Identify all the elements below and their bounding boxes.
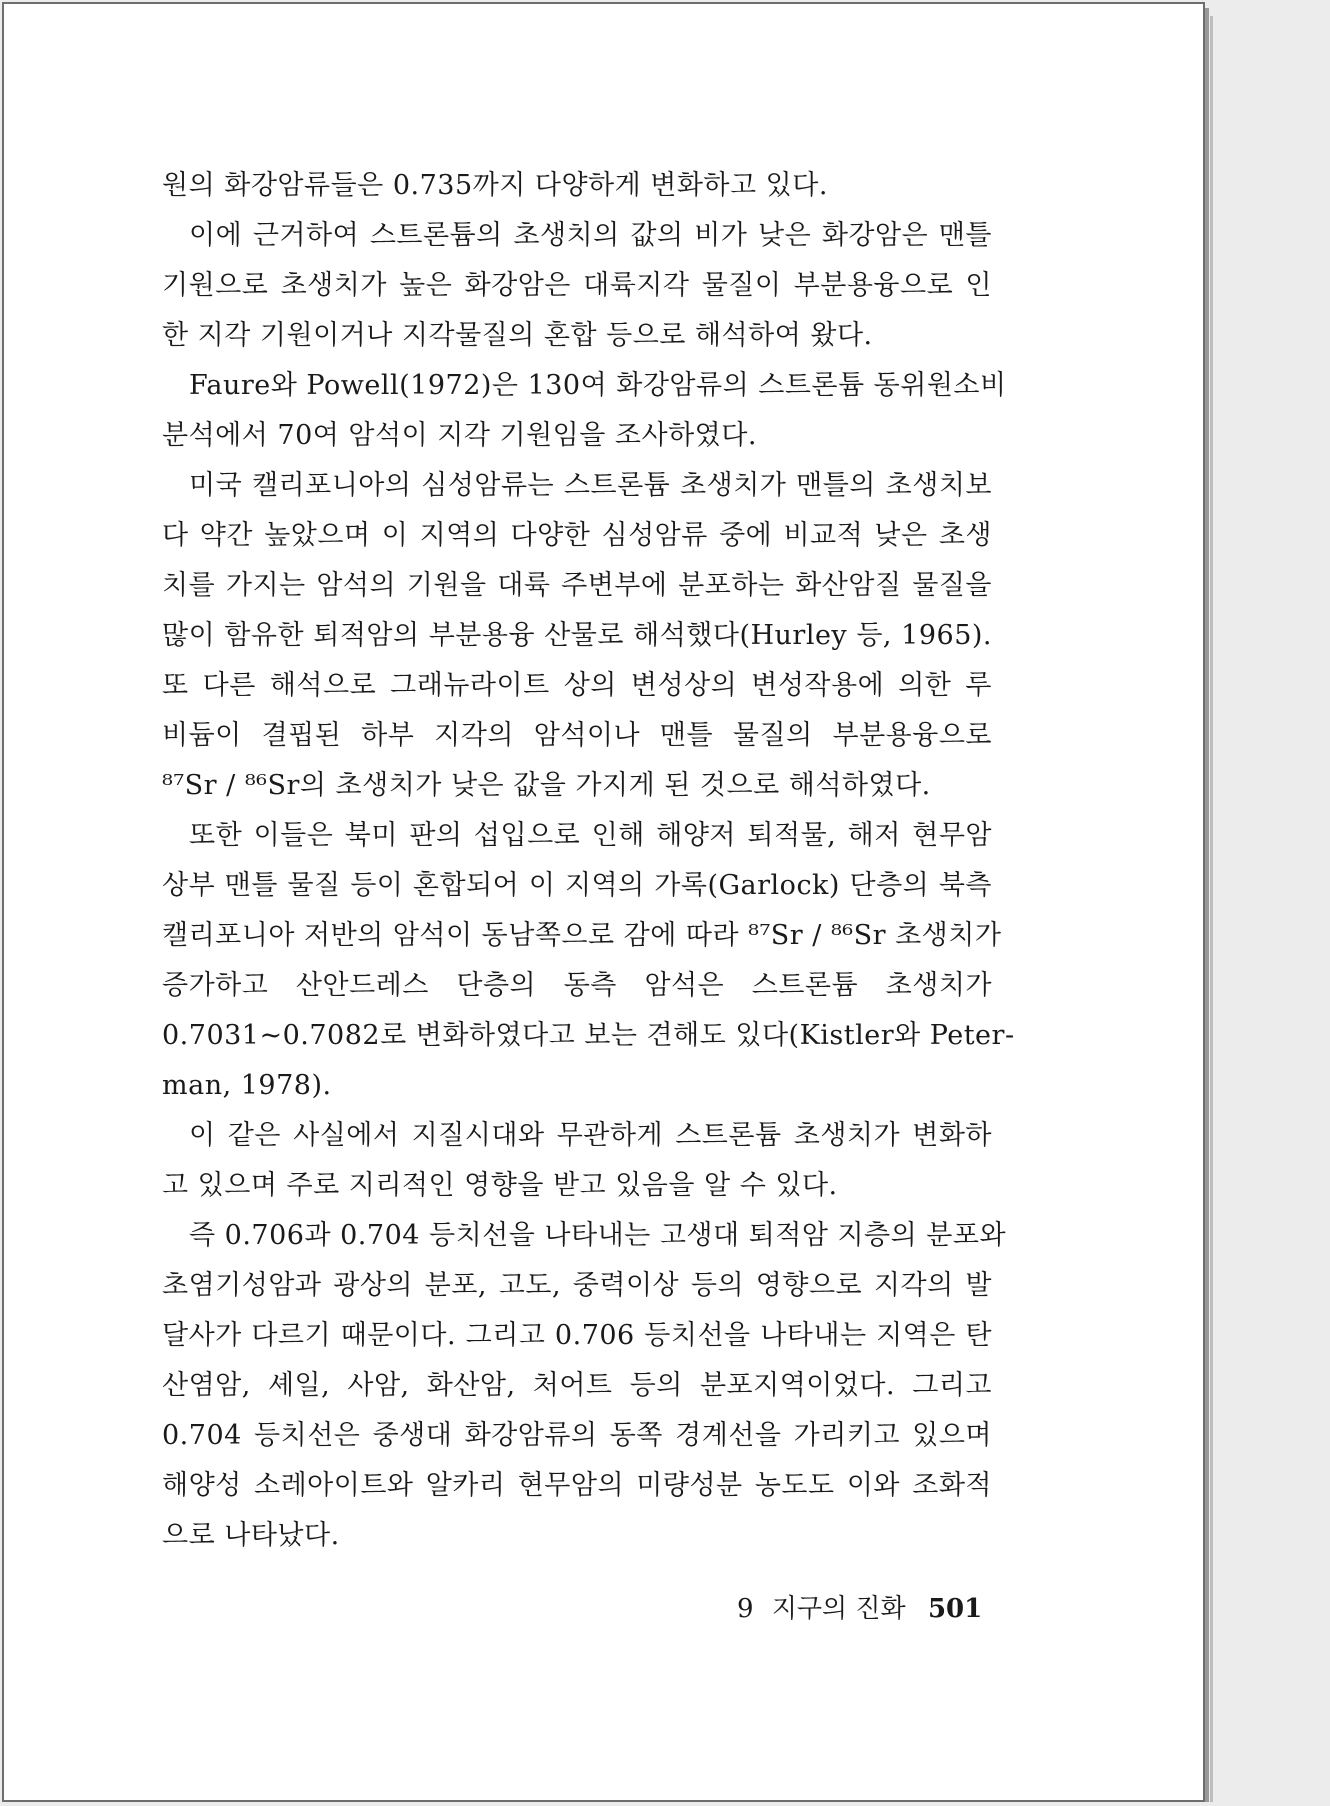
text-line: ⁸⁷Sr / ⁸⁶Sr의 초생치가 낮은 값을 가지게 된 것으로 해석하였다. — [162, 770, 931, 801]
text-line: 이 같은 사실에서 지질시대와 무관하게 스트론튬 초생치가 변화하 — [189, 1120, 992, 1151]
text-line: 0.704 등치선은 중생대 화강암류의 동쪽 경계선을 가리키고 있으며 — [162, 1420, 992, 1451]
text-line: 또 다른 해석으로 그래뉴라이트 상의 변성상의 변성작용에 의한 루 — [162, 670, 992, 701]
text-line: 이에 근거하여 스트론튬의 초생치의 값의 비가 낮은 화강암은 맨틀 — [189, 220, 992, 251]
text-line: Faure와 Powell(1972)은 130여 화강암류의 스트론튬 동위원소비 — [189, 370, 1007, 401]
page-edge-shadow-outer — [1210, 16, 1213, 1802]
text-line: 캘리포니아 저반의 암석이 동남쪽으로 감에 따라 ⁸⁷Sr / ⁸⁶Sr 초생치가 — [162, 920, 1002, 951]
page-number: 501 — [927, 1594, 983, 1624]
text-line: 으로 나타났다. — [162, 1520, 340, 1551]
text-line: 상부 맨틀 물질 등이 혼합되어 이 지역의 가록(Garlock) 단층의 북측 — [162, 870, 992, 901]
text-line: 고 있으며 주로 지리적인 영향을 받고 있음을 알 수 있다. — [162, 1170, 838, 1201]
text-line: 비듐이 결핍된 하부 지각의 암석이나 맨틀 물질의 부분용융으로 — [162, 720, 992, 751]
text-line: 달사가 다르기 때문이다. 그리고 0.706 등치선을 나타내는 지역은 탄 — [162, 1320, 992, 1351]
body-text — [162, 161, 1015, 1561]
text-line: 한 지각 기원이거나 지각물질의 혼합 등으로 해석하여 왔다. — [162, 320, 873, 351]
page-edge-shadow — [1205, 8, 1209, 1802]
text-line: 0.7031~0.7082로 변화하였다고 보는 견해도 있다(Kistler와 Peter- — [162, 1020, 1015, 1051]
text-line: 또한 이들은 북미 판의 섭입으로 인해 해양저 퇴적물, 해저 현무암 — [189, 820, 992, 851]
text-line: 즉 0.706과 0.704 등치선을 나타내는 고생대 퇴적암 지층의 분포와 — [189, 1220, 1007, 1251]
text-line: 원의 화강암류들은 0.735까지 다양하게 변화하고 있다. — [162, 170, 828, 201]
text-line: 다 약간 높았으며 이 지역의 다양한 심성암류 중에 비교적 낮은 초생 — [162, 520, 992, 551]
text-line: 증가하고 산안드레스 단층의 동측 암석은 스트론튬 초생치가 — [162, 970, 992, 1001]
text-line: 많이 함유한 퇴적암의 부분용융 산물로 해석했다(Hurley 등, 1965). — [162, 620, 992, 651]
text-line: 분석에서 70여 암석이 지각 기원임을 조사하였다. — [162, 420, 757, 451]
page-footer — [737, 1588, 997, 1625]
text-line: 미국 캘리포니아의 심성암류는 스트론튬 초생치가 맨틀의 초생치보 — [189, 470, 992, 501]
chapter-title: 지구의 진화 — [771, 1594, 906, 1624]
text-line: man, 1978). — [162, 1070, 332, 1101]
text-line: 초염기성암과 광상의 분포, 고도, 중력이상 등의 영향으로 지각의 발 — [162, 1270, 992, 1301]
chapter-number: 9 — [737, 1594, 754, 1624]
book-page — [2, 2, 1205, 1802]
text-line: 산염암, 셰일, 사암, 화산암, 처어트 등의 분포지역이었다. 그리고 — [162, 1370, 992, 1401]
text-line: 기원으로 초생치가 높은 화강암은 대륙지각 물질이 부분용융으로 인 — [162, 270, 992, 301]
text-line: 치를 가지는 암석의 기원을 대륙 주변부에 분포하는 화산암질 물질을 — [162, 570, 992, 601]
text-line: 해양성 소레아이트와 알카리 현무암의 미량성분 농도도 이와 조화적 — [162, 1470, 992, 1501]
